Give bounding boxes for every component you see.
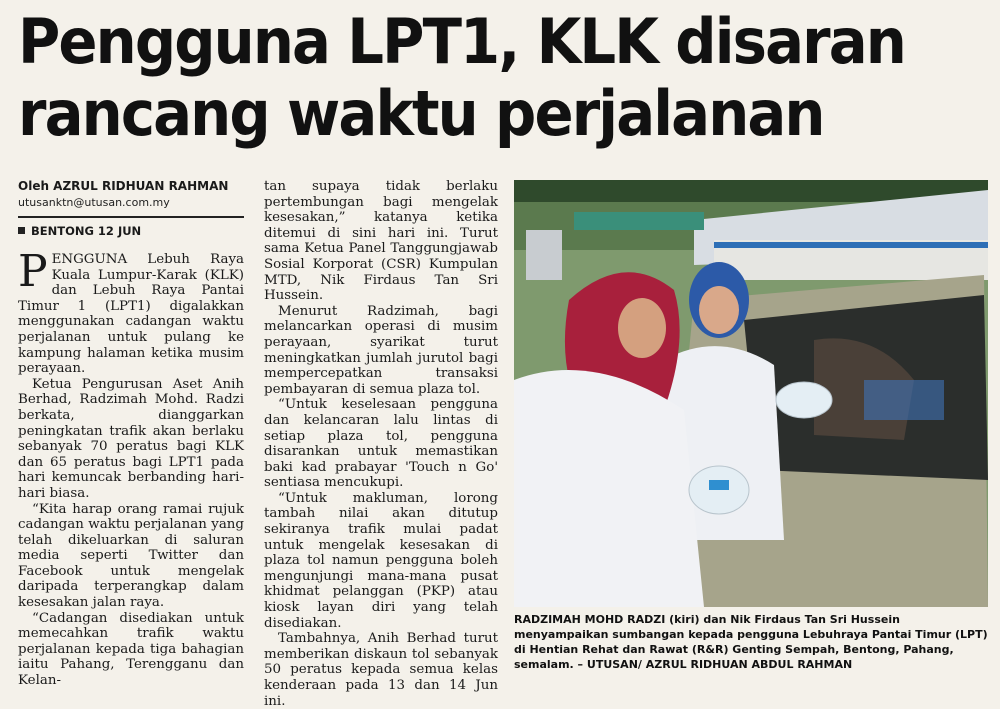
paragraph-1-text: ENGGUNA Lebuh Raya Kuala Lumpur-Karak (KLK) dan Lebuh Raya Pantai Timur 1 (LPT1) digalakkan menggunakan cadangan waktu perjalanan untuk pulang ke kampung halaman ketika musim perayaan. <box>18 252 244 377</box>
photo-caption: RADZIMAH MOHD RADZI (kiri) dan Nik Firdaus Tan Sri Hussein menyampaikan sumbangan kepada pengguna Lebuhraya Pantai Timur (LPT) di Hentian Rehat dan Rawat (R&R) Genting Sempah, Bentong, Pahang, semalam. – UTUSAN/ AZRUL RIDHUAN ABDUL RAHMAN <box>514 613 988 671</box>
building-blue-stripe <box>714 242 988 248</box>
article-paragraph-3: “Kita harap orang ramai rujuk cadangan waktu perjalanan yang telah dikeluarkan di saluran media seperti Twitter dan Facebook untuk mengelak daripada terperangkap dalam kesesakan jalan raya. <box>18 501 244 611</box>
headline-line-2: rancang waktu perjalanan <box>18 77 824 150</box>
gift-pack-2 <box>776 382 832 418</box>
author-name: Oleh AZRUL RIDHUAN RAHMAN <box>18 179 229 193</box>
byline-rule <box>18 216 244 218</box>
photo-illustration <box>514 180 988 607</box>
news-photo <box>514 180 988 607</box>
headline-line-1: Pengguna LPT1, KLK disaran <box>18 5 905 78</box>
article-column-1 <box>18 246 244 689</box>
green-roof <box>574 212 704 230</box>
article-paragraph-1 <box>18 246 244 377</box>
article-paragraph-4: “Cadangan disediakan untuk memecahkan trafik waktu perjalanan kepada tiga bahagian iaitu Pahang, Terengganu dan Kelan- <box>18 610 244 689</box>
woman-2-face <box>699 286 739 334</box>
article-paragraph-6: Menurut Radzimah, bagi melancarkan operasi di musim perayaan, syarikat turut meningkatkan jumlah jurutol bagi mempercepatkan transaksi pembayaran di semua plaza tol. <box>264 303 498 397</box>
drop-cap: P <box>18 246 48 297</box>
article-paragraph-7: “Untuk keselesaan pengguna dan kelancaran lalu lintas di setiap plaza tol, pengguna disarankan untuk memastikan baki kad prabayar 'Touch n Go' sentiasa mencukupi. <box>264 397 498 491</box>
article-paragraph-5: tan supaya tidak berlaku pertembungan bagi mengelak kesesakan,” katanya ketika ditemui di sini hari ini. Turut sama Ketua Panel Tanggungjawab Sosial Korporat (CSR) Kumpulan MTD, Nik Firdaus Tan Sri Hussein. <box>264 179 498 304</box>
square-bullet-icon <box>18 227 25 234</box>
driver-shirt <box>864 380 944 420</box>
headline <box>18 6 920 150</box>
dateline-text: BENTONG 12 JUN <box>31 224 142 238</box>
article-paragraph-2: Ketua Pengurusan Aset Anih Berhad, Radzimah Mohd. Radzi berkata, dianggarkan peningkatan trafik akan berlaku sebanyak 70 peratus bagi KLK dan 65 peratus bagi LPT1 pada hari kemuncak berbanding hari-hari biasa. <box>18 376 244 501</box>
woman-1-face <box>618 298 666 358</box>
article-paragraph-8: “Untuk makluman, lorong tambah nilai akan ditutup sekiranya trafik mulai padat untuk mengelak kesesakan di plaza tol namun pengguna boleh mengunjungi mana-mana pusat khidmat pelanggan (PKP) atau kiosk layan diri yang telah disediakan. <box>264 490 498 631</box>
article-column-2 <box>264 179 498 709</box>
road-sign <box>526 230 562 280</box>
dateline <box>18 224 244 238</box>
gift-label <box>709 480 729 490</box>
article-paragraph-9: Tambahnya, Anih Berhad turut memberikan diskaun tol sebanyak 50 peratus kepada semua kelas kenderaan pada 13 dan 14 Jun ini. <box>264 631 498 709</box>
woman-1-blouse <box>514 370 704 607</box>
author-email[interactable]: utusanktn@utusan.com.my <box>18 196 170 209</box>
byline <box>18 179 244 238</box>
